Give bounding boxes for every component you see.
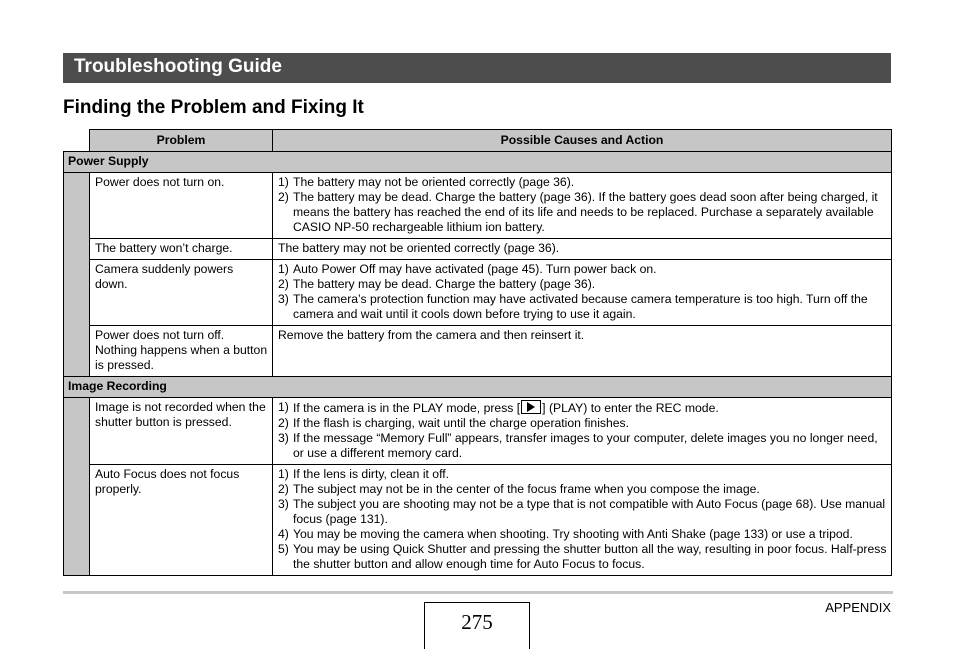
troubleshooting-table [63, 129, 892, 576]
item-number: 1) [278, 400, 289, 414]
play-icon [521, 400, 541, 414]
item-text: If the lens is dirty, clean it off. [293, 467, 450, 481]
list-item [278, 542, 887, 572]
list-item [278, 190, 887, 235]
item-text: The subject may not be in the center of the focus frame when you compose the image. [293, 482, 760, 496]
table-row [64, 398, 892, 465]
item-text: If the message “Memory Full” appears, transfer images to your computer, delete images you no longer need, or use a different memory card. [293, 431, 878, 460]
table-row [64, 173, 892, 239]
item-number: 3) [278, 497, 289, 511]
col-header-problem: Problem [90, 130, 273, 152]
section-label: Power Supply [64, 152, 892, 173]
item-number: 2) [278, 190, 289, 204]
action-list [278, 175, 887, 235]
banner-title: Troubleshooting Guide [74, 56, 282, 77]
section-banner [63, 53, 891, 83]
item-text: You may be moving the camera when shooting. Try shooting with Anti Shake (page 133) or use a tripod. [293, 527, 853, 541]
list-item [278, 400, 887, 416]
table-row [64, 260, 892, 326]
footer-rule [63, 591, 893, 594]
action-cell [273, 465, 892, 576]
item-number: 2) [278, 482, 289, 496]
problem-cell: Camera suddenly powers down. [90, 260, 273, 326]
item-text-pre: If the camera is in the PLAY mode, press [ [293, 401, 521, 415]
list-item [278, 497, 887, 527]
section-row-power-supply [64, 152, 892, 173]
item-text: The battery may be dead. Charge the battery (page 36). [293, 277, 596, 291]
section-row-image-recording [64, 377, 892, 398]
footer-label: APPENDIX [825, 600, 891, 615]
page-number: 275 [461, 610, 493, 634]
section-label: Image Recording [64, 377, 892, 398]
problem-cell: The battery won’t charge. [90, 239, 273, 260]
action-list [278, 262, 887, 322]
item-number: 4) [278, 527, 289, 541]
table-header-row [64, 130, 892, 152]
item-text: Auto Power Off may have activated (page 45). Turn power back on. [293, 262, 657, 276]
item-text: You may be using Quick Shutter and pressing the shutter button all the way, resulting in poor focus. Half-press the shutter button and allow enough time for Auto Focus to focus. [293, 542, 887, 571]
list-item [278, 262, 887, 277]
col-header-action: Possible Causes and Action [273, 130, 892, 152]
list-item [278, 416, 887, 431]
item-text: The battery may not be oriented correctly (page 36). [293, 175, 575, 189]
item-number: 2) [278, 277, 289, 291]
action-list [278, 467, 887, 572]
table-row [64, 465, 892, 576]
item-text: If the flash is charging, wait until the charge operation finishes. [293, 416, 630, 430]
section-gutter [64, 398, 90, 576]
list-item [278, 175, 887, 190]
item-number: 3) [278, 431, 289, 445]
list-item [278, 482, 887, 497]
problem-cell: Power does not turn off. Nothing happens when a button is pressed. [90, 326, 273, 377]
problem-cell: Auto Focus does not focus properly. [90, 465, 273, 576]
page-number-box [424, 602, 530, 649]
action-list [278, 400, 887, 461]
action-cell [273, 260, 892, 326]
item-number: 2) [278, 416, 289, 430]
item-number: 3) [278, 292, 289, 306]
problem-cell: Image is not recorded when the shutter button is pressed. [90, 398, 273, 465]
item-number: 5) [278, 542, 289, 556]
list-item [278, 527, 887, 542]
list-item [278, 467, 887, 482]
list-item [278, 292, 887, 322]
action-cell: The battery may not be oriented correctly (page 36). [273, 239, 892, 260]
table-row [64, 326, 892, 377]
item-number: 1) [278, 467, 289, 481]
action-cell [273, 173, 892, 239]
section-gutter [64, 173, 90, 377]
item-text: The battery may be dead. Charge the battery (page 36). If the battery goes dead soon after being charged, it means the battery has reached the end of its life and needs to be replaced. Purchase a separately available CASIO NP-50 rechargeable lithium ion battery. [293, 190, 878, 234]
page-title: Finding the Problem and Fixing It [63, 97, 364, 118]
action-cell: Remove the battery from the camera and then reinsert it. [273, 326, 892, 377]
table-row [64, 239, 892, 260]
list-item [278, 277, 887, 292]
item-number: 1) [278, 175, 289, 189]
item-number: 1) [278, 262, 289, 276]
table-corner [64, 130, 90, 152]
action-cell [273, 398, 892, 465]
list-item [278, 431, 887, 461]
item-text: The subject you are shooting may not be a type that is not compatible with Auto Focus (page 68). Use manual focus (page 131). [293, 497, 886, 526]
problem-cell: Power does not turn on. [90, 173, 273, 239]
item-text: The camera’s protection function may have activated because camera temperature is too high. Turn off the camera and wait until it cools down before trying to use it again. [293, 292, 868, 321]
item-text-post: ] (PLAY) to enter the REC mode. [542, 401, 719, 415]
